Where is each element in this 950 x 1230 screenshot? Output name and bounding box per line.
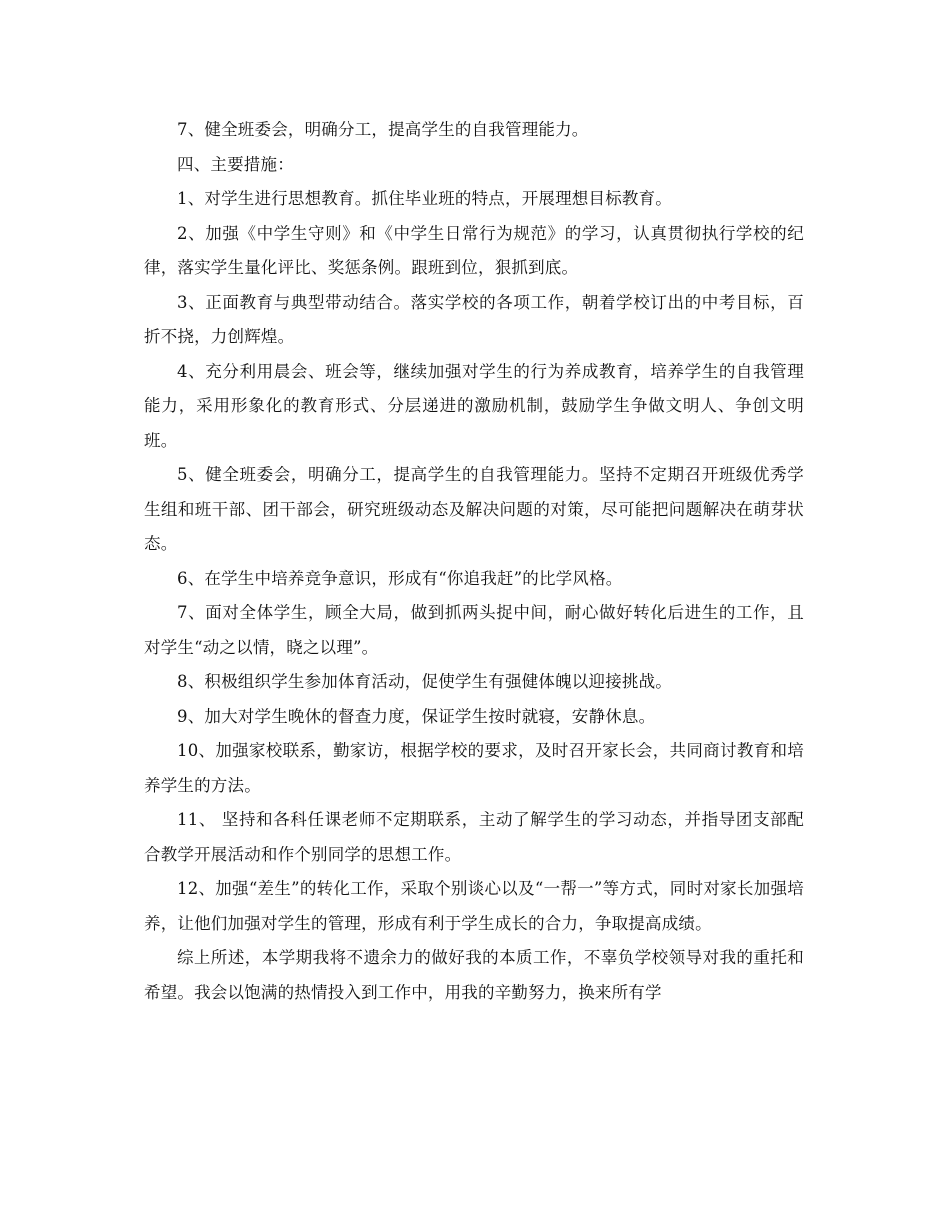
- paragraph-6: 5、健全班委会，明确分工，提高学生的自我管理能力。坚持不定期召开班级优秀学生组和班干部、团干部会，研究班级动态及解决问题的对策，尽可能把问题解决在萌芽状态。: [144, 465, 804, 553]
- paragraph-11: 10、加强家校联系，勤家访，根据学校的要求，及时召开家长会，共同商讨教育和培养学生的方法。: [144, 741, 804, 795]
- paragraph-7: 6、在学生中培养竞争意识，形成有“你追我赶”的比学风格。: [177, 568, 623, 588]
- paragraph-9: 8、积极组织学生参加体育活动，促使学生有强健体魄以迎接挑战。: [177, 672, 672, 691]
- paragraph-0: 7、健全班委会，明确分工，提高学生的自我管理能力。: [177, 120, 589, 139]
- paragraph-13: 12、加强“差生”的转化工作，采取个别谈心以及“一帮一”等方式，同时对家长加强培养，让他们加强对学生的管理，形成有利于学生成长的合力，争取提高成绩。: [144, 879, 804, 933]
- paragraph-10: 9、加大对学生晚休的督查力度，保证学生按时就寝，安静休息。: [177, 706, 656, 726]
- section-heading-measures: 四、主要措施：: [177, 154, 294, 174]
- paragraph-12: 11、 坚持和各科任课老师不定期联系，主动了解学生的学习动态，并指导团支部配合教学开展活动和作个别同学的思想工作。: [144, 810, 804, 864]
- document-body: [144, 113, 804, 1010]
- paragraph-2: 1、对学生进行思想教育。抓住毕业班的特点，开展理想目标教育。: [177, 189, 672, 208]
- paragraph-8: 7、面对全体学生，顾全大局，做到抓两头捉中间，耐心做好转化后进生的工作，且对学生“动之以情，晓之以理”。: [144, 603, 804, 657]
- paragraph-5: 4、充分利用晨会、班会等，继续加强对学生的行为养成教育，培养学生的自我管理能力，采用形象化的教育形式、分层递进的激励机制，鼓励学生争做文明人、争创文明班。: [144, 361, 804, 450]
- paragraph-4: 3、正面教育与典型带动结合。落实学校的各项工作，朝着学校订出的中考目标，百折不挠，力创辉煌。: [144, 292, 804, 346]
- paragraph-summary: 综上所述，本学期我将不遗余力的做好我的本质工作，不辜负学校领导对我的重托和希望。我会以饱满的热情投入到工作中，用我的辛勤努力，换来所有学: [144, 948, 804, 1002]
- paragraph-3: 2、加强《中学生守则》和《中学生日常行为规范》的学习，认真贯彻执行学校的纪律，落实学生量化评比、奖惩条例。跟班到位，狠抓到底。: [144, 223, 804, 277]
